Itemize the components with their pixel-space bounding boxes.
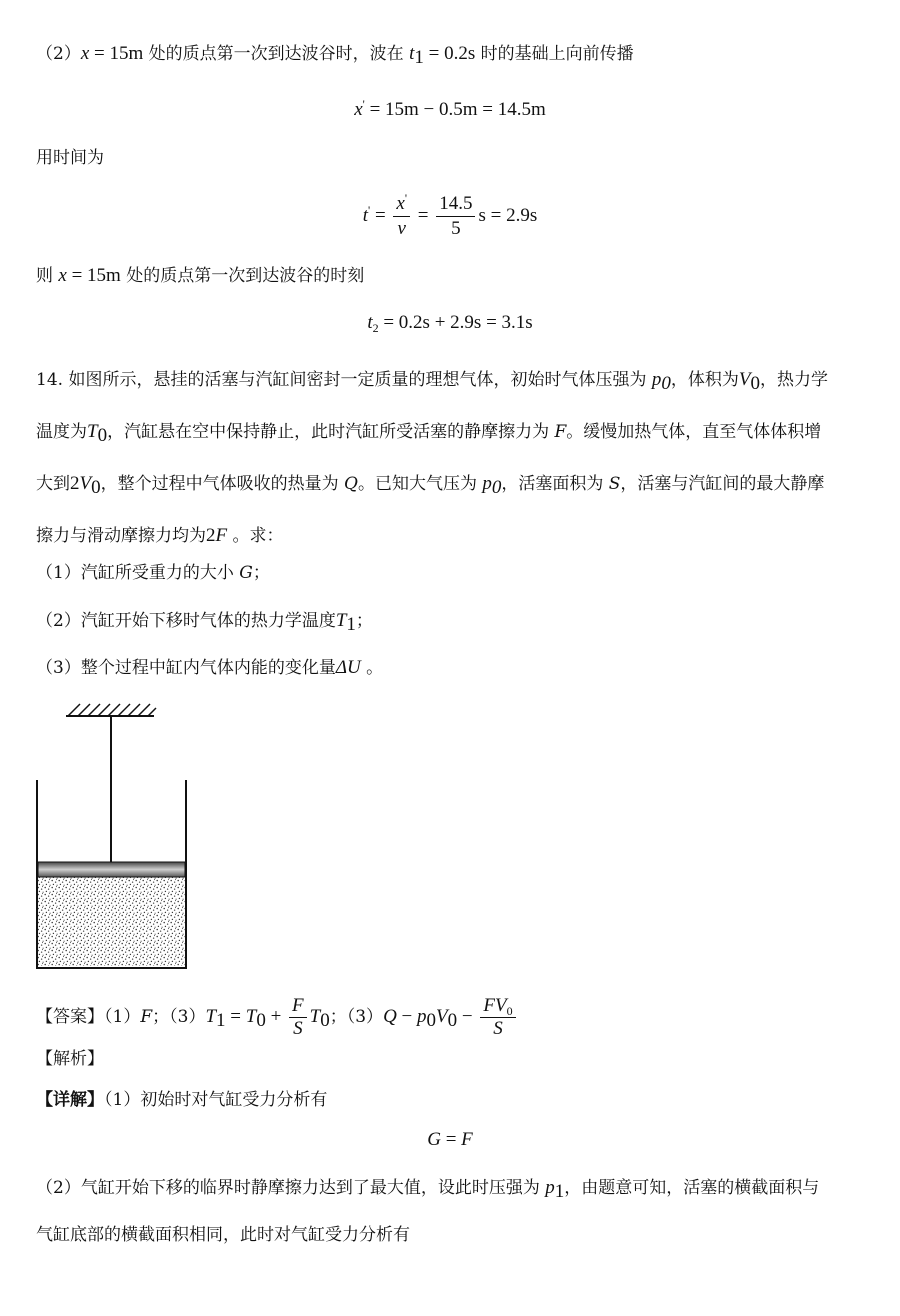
value: = 15m	[89, 43, 144, 64]
var-Q: Q	[383, 1006, 397, 1027]
subscript: 0	[426, 1010, 437, 1031]
subscript: 1	[216, 1010, 226, 1031]
text: ，活塞面积为	[501, 474, 609, 494]
text: （1）	[104, 1007, 141, 1027]
text: 擦力与滑动摩擦力均为	[36, 526, 206, 546]
delta-U: ΔU	[335, 657, 361, 678]
equals: =	[225, 1006, 246, 1027]
subscript: 0	[320, 1010, 330, 1031]
var-x: x	[58, 265, 67, 286]
text: （2）汽缸开始下移时气体的热力学温度	[36, 611, 336, 631]
subscript: 1	[414, 47, 424, 68]
minus: −	[396, 1006, 418, 1027]
value: = 15m	[66, 265, 121, 286]
subscript: 1	[554, 1181, 565, 1202]
q14-line-3	[36, 472, 824, 496]
text: （1）初始时对气缸受力分析有	[104, 1090, 328, 1110]
detail-line-2	[36, 1176, 819, 1200]
var-Q: Q	[344, 474, 358, 494]
prime: '	[404, 191, 408, 206]
prime: '	[368, 203, 371, 217]
text: 大到	[36, 474, 70, 494]
subscript: 0	[506, 1004, 513, 1018]
equals: =	[413, 205, 434, 226]
detail-line-1	[36, 1088, 327, 1112]
var-t: t	[362, 205, 369, 226]
text: 处的质点第一次到达波谷的时刻	[120, 266, 365, 286]
ceiling-icon	[66, 704, 156, 716]
var-T: T	[245, 1006, 257, 1027]
var-p: p	[545, 1177, 555, 1198]
detail-label: 【详解】	[36, 1090, 104, 1110]
detail-line-3: 气缸底部的横截面积相同，此时对气缸受力分析有	[36, 1225, 410, 1245]
then-line	[36, 264, 364, 288]
text: 温度为	[36, 422, 87, 442]
gas-region	[38, 877, 185, 966]
text: ，热力学	[759, 370, 828, 390]
subscript: 0	[750, 373, 760, 394]
numerator: F	[289, 995, 307, 1018]
equation-G-F	[0, 1127, 900, 1153]
text: 处的质点第一次到达波谷时，波在	[143, 44, 410, 64]
var-t: t	[409, 43, 415, 64]
var-V: V	[79, 473, 92, 494]
q14-sub-1	[36, 561, 270, 585]
subscript: 1	[346, 614, 356, 635]
q14-sub-2	[36, 609, 373, 633]
var-x: x	[80, 43, 90, 64]
var-F: F	[461, 1129, 473, 1150]
text: （2）气缸开始下移的临界时静摩擦力达到了最大值，设此时压强为	[36, 1178, 546, 1198]
value: = 15m − 0.5m = 14.5m	[364, 99, 546, 120]
text: 则	[36, 266, 59, 286]
numerator: FV	[483, 995, 507, 1016]
var-T: T	[309, 1006, 321, 1027]
value: = 0.2s	[423, 43, 476, 64]
plus: +	[265, 1006, 287, 1027]
subscript: 2	[372, 321, 379, 335]
piston	[38, 862, 185, 877]
text: 时的基础上向前传播	[475, 44, 634, 64]
numerator: 14.5	[436, 192, 475, 217]
q14-line-4	[36, 524, 284, 548]
equation-t-prime	[0, 190, 900, 242]
var-p: p	[482, 473, 492, 494]
q14-line-1	[36, 368, 828, 392]
text: ，由题意可知，活塞的横截面积与	[564, 1178, 820, 1198]
text: 。缓慢加热气体，直至气体体积增	[566, 422, 822, 442]
text: ；（3）	[152, 1007, 206, 1027]
var-p: p	[651, 369, 662, 390]
var-S: S	[608, 474, 621, 494]
denominator: S	[293, 1018, 303, 1039]
subscript: 0	[447, 1010, 458, 1031]
time-label: 用时间为	[36, 148, 104, 168]
var-x: x	[354, 99, 363, 120]
answer-label: 【答案】	[36, 1007, 104, 1027]
text: （1）汽缸所受重力的大小	[36, 563, 240, 583]
value: = 0.2s + 2.9s = 3.1s	[378, 312, 533, 333]
var-T: T	[87, 421, 98, 442]
var-V: V	[738, 369, 751, 390]
text: ，汽缸悬在空中保持静止，此时汽缸所受活塞的静摩擦力为	[107, 422, 555, 442]
fraction-FV0-over-S	[480, 995, 515, 1040]
equation-x-prime	[0, 97, 900, 123]
subscript: 0	[256, 1010, 266, 1031]
text: ，整个过程中气体吸收的热量为	[100, 474, 345, 494]
part-label: （2）	[36, 44, 81, 64]
q14-sub-3	[36, 656, 383, 680]
text: ，体积为	[670, 370, 739, 390]
value: s = 2.9s	[478, 205, 538, 226]
var-F: F	[140, 1007, 153, 1027]
var-F: F	[215, 525, 228, 546]
denominator: 5	[451, 218, 461, 240]
equation-t2	[0, 310, 900, 336]
analysis-label: 【解析】	[36, 1049, 104, 1069]
minus: −	[457, 1006, 478, 1027]
var-T: T	[335, 610, 347, 631]
var-V: V	[436, 1006, 448, 1027]
equals: =	[370, 205, 391, 226]
text: （3）整个过程中缸内气体内能的变化量	[36, 658, 336, 678]
var-p: p	[417, 1006, 427, 1027]
text: 14. 如图所示，悬挂的活塞与汽缸间密封一定质量的理想气体，初始时气体压强为	[36, 370, 652, 390]
subscript: 0	[91, 477, 101, 498]
subscript: 0	[97, 425, 108, 446]
prev-part2-line	[36, 42, 634, 66]
subscript: 0	[491, 477, 502, 498]
answer-line	[36, 992, 519, 1042]
text: ，活塞与汽缸间的最大静摩	[620, 474, 825, 494]
subscript: 0	[661, 373, 671, 394]
var-F: F	[554, 422, 567, 442]
var-x: x	[396, 193, 405, 215]
var-G: G	[427, 1129, 441, 1150]
text: 。求：	[227, 526, 284, 546]
text: 。已知大气压为	[357, 474, 483, 494]
var-T: T	[205, 1006, 217, 1027]
text: ；	[252, 563, 270, 583]
prime: '	[362, 97, 365, 111]
var-v: v	[397, 218, 406, 240]
coefficient: 2	[206, 525, 216, 546]
text: 。	[360, 658, 384, 678]
denominator: S	[493, 1018, 503, 1039]
fraction-F-over-S	[289, 995, 307, 1040]
piston-cylinder-figure	[30, 690, 200, 980]
var-t: t	[367, 312, 373, 333]
var-G: G	[239, 563, 253, 583]
fraction-numeric	[436, 192, 475, 241]
coefficient: 2	[70, 473, 80, 494]
fraction-x-over-v	[393, 192, 410, 241]
equals: =	[440, 1129, 462, 1150]
q14-line-2	[36, 420, 821, 444]
text: ；	[355, 611, 373, 631]
text: ；（3）	[329, 1007, 384, 1027]
